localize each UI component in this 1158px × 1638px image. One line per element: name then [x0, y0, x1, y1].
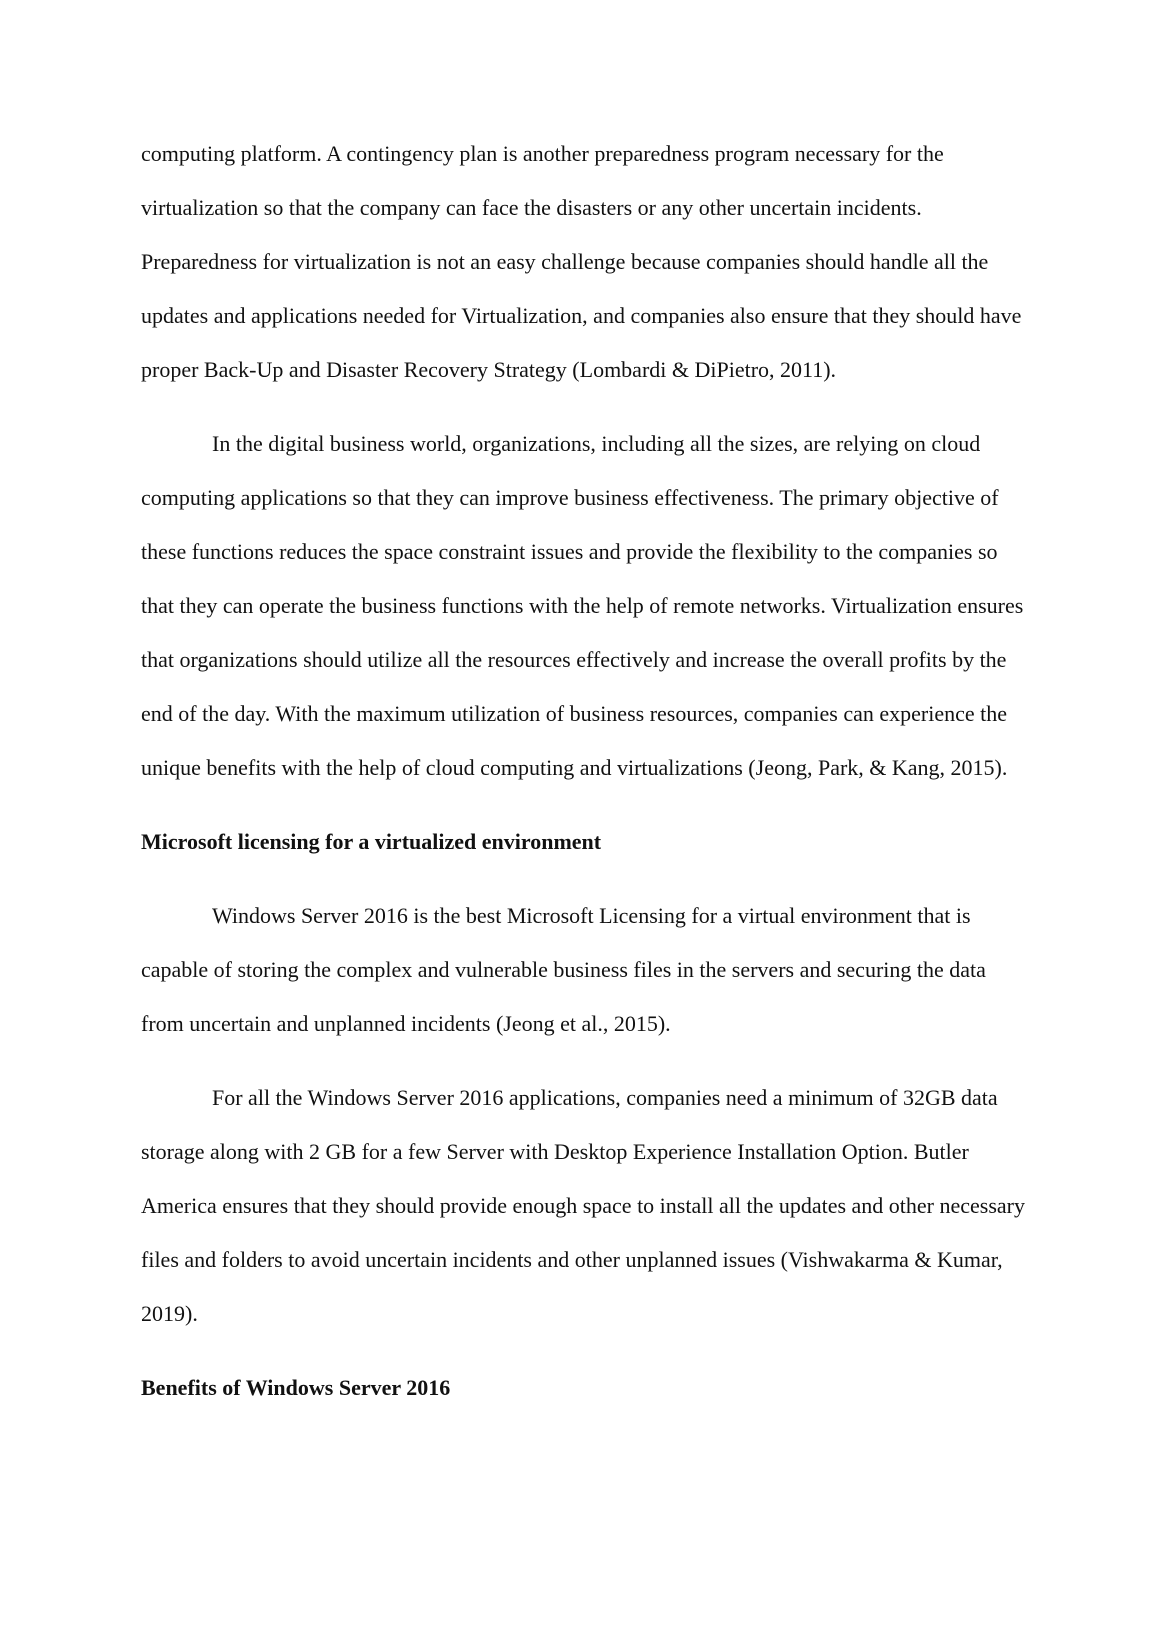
heading-benefits: Benefits of Windows Server 2016 — [141, 1375, 451, 1400]
paragraph-digital-business: In the digital business world, organizations, including all the sizes, are relying on cloud computing applications so that they can improve business effectiveness. The primary objective of these functions reduces the space constraint issues and provide the flexibility to the companies so that they can operate the business functions with the help of remote networks. Virtualization ensures that organizations should utilize all the resources effectively and increase the overall profits by the end of the day. With the maximum utilization of business resources, companies can experience the unique benefits with the help of cloud computing and virtualizations (Jeong, Park, & Kang, 2015). — [141, 431, 1024, 780]
heading-microsoft-licensing: Microsoft licensing for a virtualized environment — [141, 829, 602, 854]
paragraph-contingency-plan: computing platform. A contingency plan is another preparedness program necessary for the virtualization so that the company can face the disasters or any other uncertain incidents. Preparedness for virtualization is not an easy challenge because companies should handle all the updates and applications needed for Virtualization, and companies also ensure that they should have proper Back-Up and Disaster Recovery Strategy (Lombardi & DiPietro, 2011). — [141, 141, 1022, 382]
document-body — [141, 127, 1033, 1435]
paragraph-storage-requirements: For all the Windows Server 2016 applications, companies need a minimum of 32GB data storage along with 2 GB for a few Server with Desktop Experience Installation Option. Butler America ensures that they should provide enough space to install all the updates and other necessary files and folders to avoid uncertain incidents and other unplanned issues (Vishwakarma & Kumar, 2019). — [141, 1085, 1026, 1326]
paragraph-windows-server-licensing: Windows Server 2016 is the best Microsoft Licensing for a virtual environment that is capable of storing the complex and vulnerable business files in the servers and securing the data from uncertain and unplanned incidents (Jeong et al., 2015). — [141, 903, 986, 1036]
